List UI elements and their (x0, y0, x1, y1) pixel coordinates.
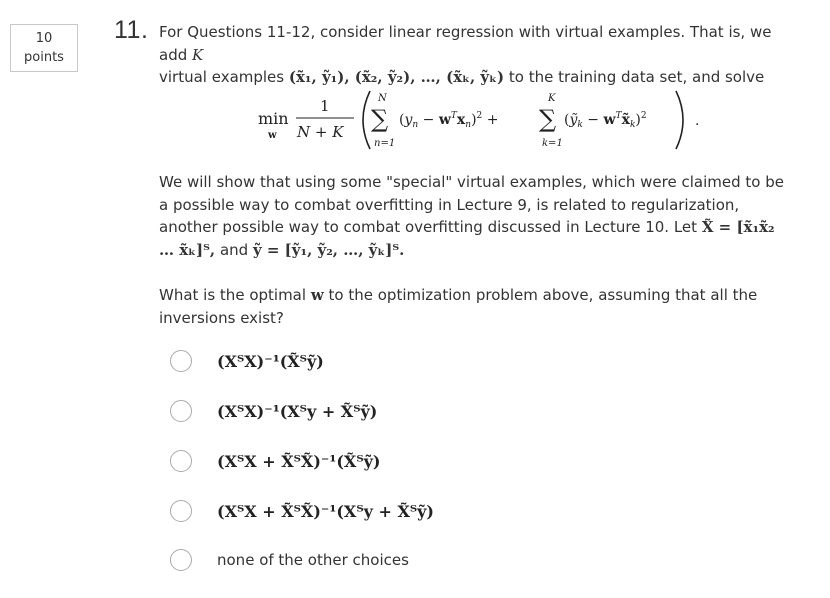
question-number: 11. (114, 16, 149, 44)
answer-option-4[interactable] (170, 498, 434, 524)
radio-button-4[interactable] (170, 500, 192, 522)
formula-period: . (695, 113, 700, 129)
para2-ytilde-def: ỹ = [ỹ₁, ỹ₂, …, ỹₖ]ᵀ. (252, 240, 405, 259)
radio-button-2[interactable] (170, 400, 192, 422)
radio-button-5[interactable] (170, 549, 192, 571)
right-paren (676, 91, 683, 149)
answer-option-2[interactable] (170, 398, 378, 424)
para3-w: w (310, 286, 324, 304)
radio-button-3[interactable] (170, 450, 192, 472)
objective-formula (258, 88, 708, 158)
answer-option-1[interactable] (170, 348, 324, 374)
sum2-top: K (548, 93, 556, 104)
intro-line1: For Questions 11-12, consider linear regression with virtual examples. That is, we add (159, 23, 772, 64)
radio-button-1[interactable] (170, 350, 192, 372)
sum2-term: (ỹ$_k$ − $w^Tx̃_k)^2$ (564, 111, 647, 130)
formula-svg (258, 88, 708, 158)
sum2-sigma: ∑ (539, 105, 557, 133)
intro-line2a: virtual examples (159, 68, 285, 86)
answer-option-5[interactable] (170, 547, 409, 573)
question-paragraph-3 (159, 284, 759, 329)
para3-text-b: to the optimization problem above, assuming that all the inversions exist? (159, 286, 758, 327)
option-3-label: (XᵀX + X̃ᵀX̃)⁻¹(X̃ᵀỹ) (217, 451, 381, 471)
question-paragraph-2 (159, 171, 784, 261)
sum2-bottom: k=1 (542, 138, 563, 149)
sum1-top: N (378, 93, 387, 104)
intro-virtual-examples-math: (x̃₁, ỹ₁), (x̃₂, ỹ₂), …, (x̃ₖ, ỹₖ) (288, 68, 505, 86)
points-unit: points (24, 50, 64, 65)
para3-text-a: What is the optimal (159, 286, 307, 304)
option-4-label: (XᵀX + X̃ᵀX̃)⁻¹(Xᵀy + X̃ᵀỹ) (217, 501, 434, 521)
sum1-sigma: ∑ (371, 105, 389, 133)
points-badge (10, 24, 78, 72)
para2-text: We will show that using some "special" virtual examples, which were claimed to be a possible way to combat overfitting in Lecture 9, is related to regularization, another possible way to combat overfitting discussed in Lecture 10. Let (159, 173, 784, 236)
formula-min: min (258, 109, 289, 128)
intro-var-k: K (192, 45, 204, 64)
option-5-label: none of the other choices (217, 551, 409, 569)
question-intro (159, 21, 799, 89)
para2-xtilde-def: X̃ = [x̃₁x̃₂ … x̃ₖ]ᵀ, (159, 218, 775, 259)
option-2-label: (XᵀX)⁻¹(Xᵀy + X̃ᵀỹ) (217, 401, 378, 421)
sum1-term: $(y_n - w^Tx_n)^2$ + (399, 111, 499, 130)
formula-denominator: N + K (297, 123, 344, 141)
para2-and: and (219, 240, 249, 259)
intro-line2b: to the training data set, and solve (508, 68, 765, 86)
option-1-label: (XᵀX)⁻¹(X̃ᵀỹ) (217, 351, 324, 371)
answer-option-3[interactable] (170, 448, 381, 474)
points-value: 10 (35, 31, 53, 46)
sum1-bottom: n=1 (374, 138, 396, 149)
formula-min-sub: w (268, 130, 277, 141)
left-paren (363, 91, 370, 149)
formula-numerator: 1 (320, 97, 330, 115)
